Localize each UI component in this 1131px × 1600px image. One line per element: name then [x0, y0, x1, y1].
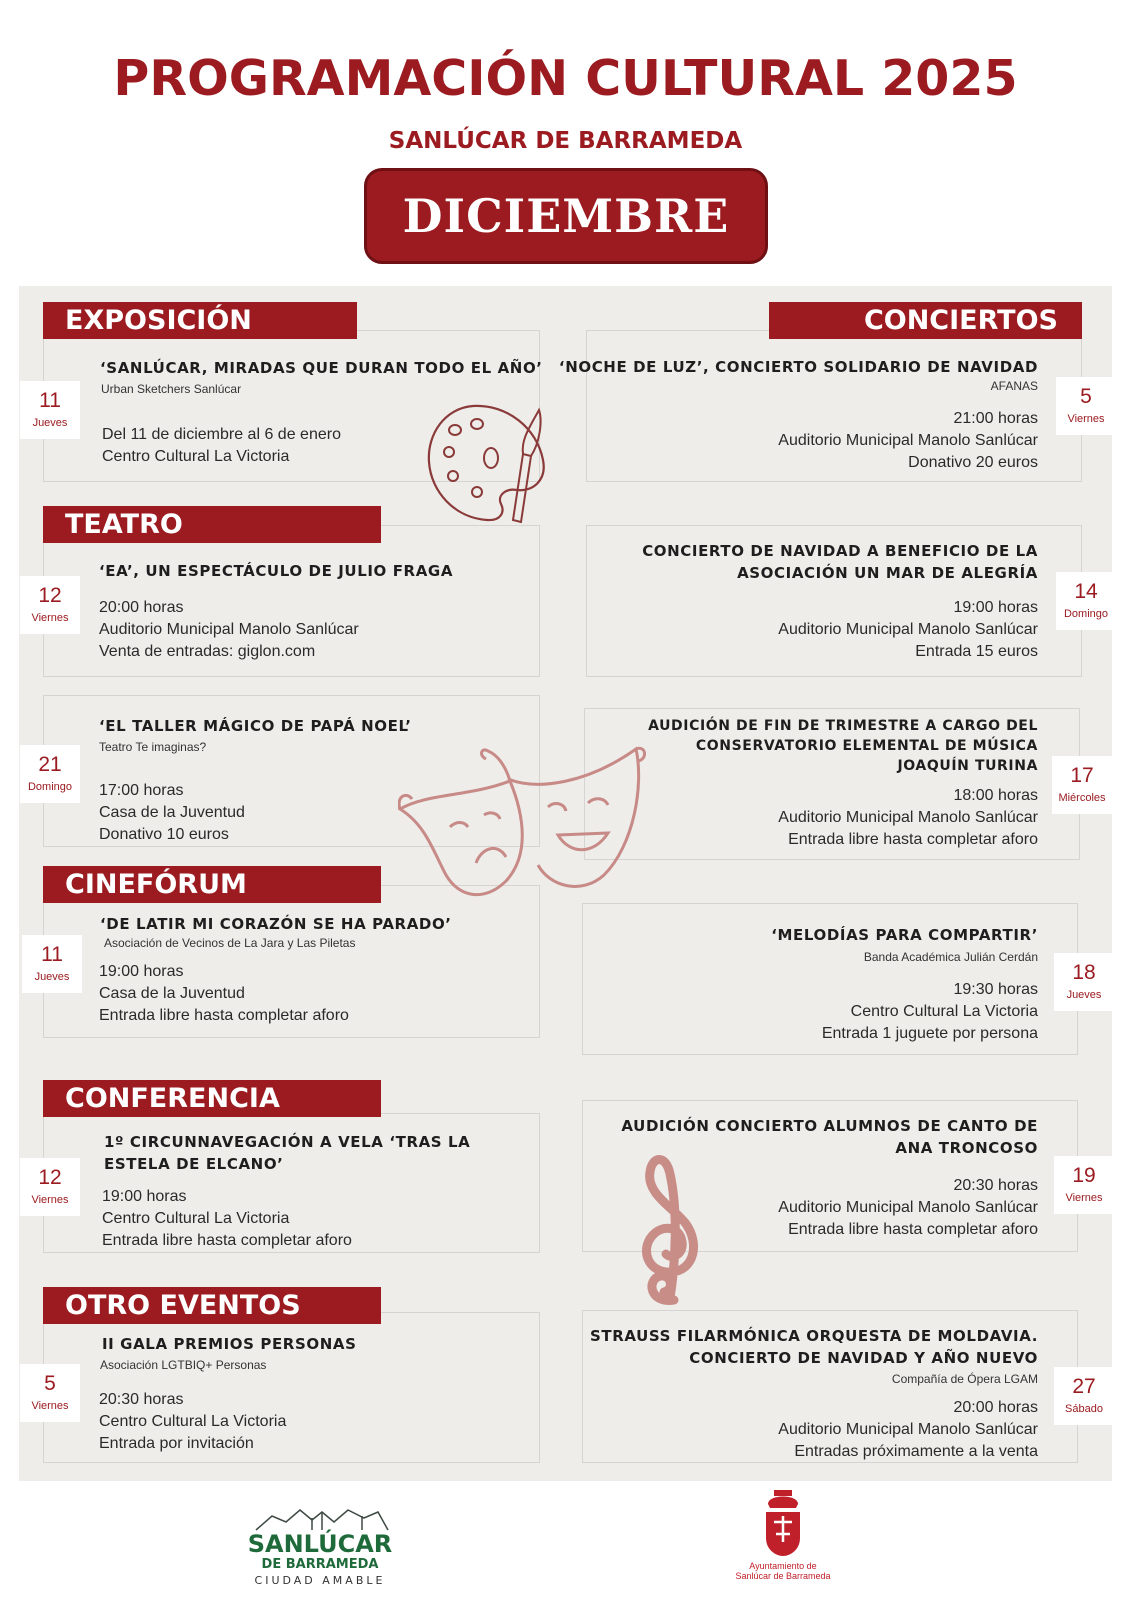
date-day: 21: [38, 753, 62, 776]
section-header-conciertos: CONCIERTOS: [769, 302, 1082, 339]
event-title: ‘DE LATIR MI CORAZÓN SE HA PARADO’: [100, 915, 452, 933]
event-organizer: Banda Académica Julián Cerdán: [863, 950, 1038, 964]
event-detail: 20:00 horas: [99, 599, 184, 616]
event-detail: Auditorio Municipal Manolo Sanlúcar: [99, 621, 359, 638]
event-detail: Donativo 20 euros: [908, 454, 1038, 471]
date-weekday: Viernes: [1067, 413, 1105, 425]
event-title: AUDICIÓN DE FIN DE TRIMESTRE A CARGO DEL: [648, 718, 1038, 734]
event-detail: Entrada libre hasta completar aforo: [102, 1232, 352, 1249]
event-title: CONCIERTO DE NAVIDAD Y AÑO NUEVO: [689, 1349, 1038, 1367]
date-day: 18: [1072, 961, 1096, 984]
section-header-exposicion: EXPOSICIÓN: [43, 302, 357, 339]
event-detail: Centro Cultural La Victoria: [102, 1210, 290, 1227]
event-detail: Entrada libre hasta completar aforo: [99, 1007, 349, 1024]
page-subtitle: SANLÚCAR DE BARRAMEDA: [388, 128, 743, 154]
date-day: 19: [1072, 1164, 1096, 1187]
page-title: PROGRAMACIÓN CULTURAL 2025: [113, 50, 1018, 107]
event-title: ‘MELODÍAS PARA COMPARTIR’: [771, 926, 1038, 944]
event-detail: Casa de la Juventud: [99, 985, 245, 1002]
event-detail: 20:30 horas: [99, 1391, 184, 1408]
event-title: ASOCIACIÓN UN MAR DE ALEGRÍA: [737, 564, 1038, 582]
event-organizer: Compañía de Ópera LGAM: [891, 1372, 1038, 1386]
event-title: ‘EL TALLER MÁGICO DE PAPÁ NOEL’: [99, 717, 412, 735]
logo-ayuntamiento: [720, 1561, 846, 1581]
event-detail: Auditorio Municipal Manolo Sanlúcar: [778, 809, 1038, 826]
date-badge: [20, 1364, 80, 1422]
event-title: ANA TRONCOSO: [895, 1139, 1038, 1157]
event-detail: Entrada libre hasta completar aforo: [788, 831, 1038, 848]
date-badge: [1054, 1156, 1114, 1214]
date-badge: [20, 576, 80, 634]
event-detail: Donativo 10 euros: [99, 826, 229, 843]
section-header-cineforum: CINEFÓRUM: [43, 866, 381, 903]
logo-sanlucar: SANLÚCAR: [247, 1530, 393, 1558]
date-day: 5: [1080, 385, 1092, 408]
date-badge: [1056, 572, 1116, 630]
logo-barrameda: DE BARRAMEDA: [261, 1557, 379, 1572]
date-weekday: Sábado: [1065, 1403, 1103, 1415]
event-title: ESTELA DE ELCANO’: [104, 1155, 284, 1173]
date-day: 27: [1072, 1375, 1096, 1398]
event-detail: 19:00 horas: [102, 1188, 187, 1205]
event-detail: Auditorio Municipal Manolo Sanlúcar: [778, 432, 1038, 449]
date-weekday: Jueves: [32, 417, 68, 429]
palette-icon: [425, 400, 555, 535]
date-weekday: Domingo: [1063, 608, 1109, 620]
event-title: JOAQUÍN TURINA: [897, 758, 1038, 774]
section-header-teatro: TEATRO: [43, 506, 381, 543]
date-weekday: Viernes: [1065, 1192, 1103, 1204]
date-weekday: Jueves: [1066, 989, 1102, 1001]
event-detail: Casa de la Juventud: [99, 804, 245, 821]
date-badge: [20, 381, 80, 439]
event-title: ‘EA’, UN ESPECTÁCULO DE JULIO FRAGA: [99, 562, 454, 580]
event-detail: Entradas próximamente a la venta: [794, 1443, 1038, 1460]
date-weekday: Jueves: [34, 971, 70, 983]
event-detail: Entrada 1 juguete por persona: [821, 1025, 1038, 1042]
event-detail: Auditorio Municipal Manolo Sanlúcar: [778, 1421, 1038, 1438]
section-header-otros: OTRO EVENTOS: [43, 1287, 381, 1324]
event-detail: 21:00 horas: [953, 410, 1038, 427]
date-weekday: Viernes: [31, 612, 69, 624]
event-detail: 20:30 horas: [953, 1177, 1038, 1194]
event-detail: Venta de entradas: giglon.com: [99, 643, 316, 660]
event-organizer: Teatro Te imaginas?: [99, 740, 207, 754]
coat-of-arms-icon: [760, 1490, 806, 1558]
event-detail: 20:00 horas: [953, 1399, 1038, 1416]
event-title: CONSERVATORIO ELEMENTAL DE MÚSICA: [695, 738, 1038, 754]
logo-ayuntamiento-line: Ayuntamiento de: [749, 1561, 817, 1571]
date-badge: [1056, 377, 1116, 435]
date-badge: [22, 935, 82, 993]
event-title: ‘NOCHE DE LUZ’, CONCIERTO SOLIDARIO DE NAVIDAD: [558, 358, 1038, 376]
event-detail: 19:00 horas: [99, 963, 184, 980]
event-title: CONCIERTO DE NAVIDAD A BENEFICIO DE LA: [642, 542, 1038, 560]
event-detail: Entrada libre hasta completar aforo: [788, 1221, 1038, 1238]
event-detail: 17:00 horas: [99, 782, 184, 799]
event-detail: Centro Cultural La Victoria: [99, 1413, 287, 1430]
date-badge: [1054, 953, 1114, 1011]
skyline-icon: [252, 1502, 392, 1532]
event-title: AUDICIÓN CONCIERTO ALUMNOS DE CANTO DE: [621, 1117, 1038, 1135]
event-detail: 18:00 horas: [953, 787, 1038, 804]
event-organizer: Asociación LGTBIQ+ Personas: [100, 1358, 267, 1372]
event-title: STRAUSS FILARMÓNICA ORQUESTA DE MOLDAVIA.: [589, 1327, 1038, 1345]
event-detail: Del 11 de diciembre al 6 de enero: [102, 426, 341, 443]
treble-clef-icon: [630, 1150, 710, 1305]
month-banner: DICIEMBRE: [364, 168, 768, 264]
event-title: ‘SANLÚCAR, MIRADAS QUE DURAN TODO EL AÑO’: [100, 359, 543, 377]
date-weekday: Miércoles: [1058, 792, 1106, 804]
event-detail: 19:00 horas: [953, 599, 1038, 616]
event-organizer: Asociación de Vecinos de La Jara y Las Piletas: [104, 936, 356, 950]
event-detail: Centro Cultural La Victoria: [850, 1003, 1038, 1020]
event-detail: Entrada 15 euros: [915, 643, 1038, 660]
date-weekday: Viernes: [31, 1400, 69, 1412]
date-day: 11: [41, 943, 63, 966]
date-day: 12: [38, 1166, 62, 1189]
date-badge: [20, 1158, 80, 1216]
event-title: II GALA PREMIOS PERSONAS: [102, 1335, 357, 1353]
section-header-conferencia: CONFERENCIA: [43, 1080, 381, 1117]
date-badge: [1054, 1367, 1114, 1425]
event-detail: 19:30 horas: [953, 981, 1038, 998]
theater-masks-icon: [398, 745, 646, 905]
event-detail: Auditorio Municipal Manolo Sanlúcar: [778, 1199, 1038, 1216]
event-detail: Entrada por invitación: [99, 1435, 254, 1452]
date-day: 12: [38, 584, 62, 607]
logo-tagline: CIUDAD AMABLE: [254, 1574, 386, 1587]
event-title: 1º CIRCUNNAVEGACIÓN A VELA ‘TRAS LA: [104, 1133, 471, 1151]
event-organizer: AFANAS: [990, 379, 1038, 393]
date-badge: [20, 745, 80, 803]
date-day: 17: [1070, 764, 1094, 787]
date-day: 14: [1074, 580, 1098, 603]
logo-ayuntamiento-line: Sanlúcar de Barrameda: [735, 1571, 831, 1581]
date-weekday: Domingo: [27, 781, 73, 793]
date-badge: [1052, 756, 1112, 814]
event-detail: Auditorio Municipal Manolo Sanlúcar: [778, 621, 1038, 638]
date-day: 5: [44, 1372, 56, 1395]
event-detail: Centro Cultural La Victoria: [102, 448, 290, 465]
date-weekday: Viernes: [31, 1194, 69, 1206]
event-organizer: Urban Sketchers Sanlúcar: [101, 382, 242, 396]
date-day: 11: [39, 389, 61, 412]
